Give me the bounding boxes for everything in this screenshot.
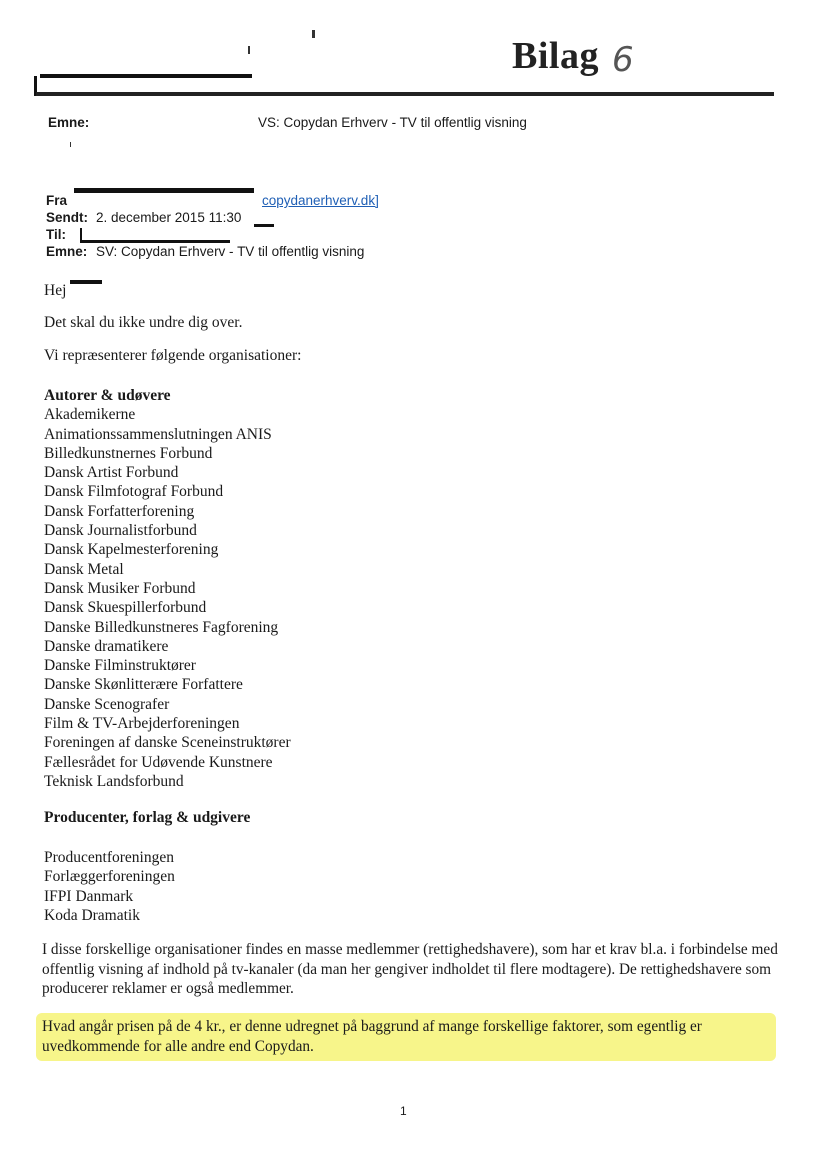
list-item: Dansk Musiker Forbund	[44, 579, 196, 597]
section-title-producers: Producenter, forlag & udgivere	[44, 809, 251, 826]
inner-subject-value: SV: Copydan Erhverv - TV til offentlig visning	[96, 244, 365, 259]
list-item: Dansk Metal	[44, 560, 124, 578]
to-redaction-bracket	[80, 228, 82, 242]
scan-speck	[70, 142, 71, 147]
header-rule	[36, 92, 774, 96]
list-item: Animationssammenslutningen ANIS	[44, 425, 272, 443]
intro-line-1: Det skal du ikke undre dig over.	[44, 314, 243, 331]
greeting: Hej	[44, 282, 67, 299]
greeting-redaction	[70, 280, 102, 284]
outer-subject-value: VS: Copydan Erhverv - TV til offentlig visning	[258, 115, 527, 130]
list-item: Dansk Filmfotograf Forbund	[44, 483, 224, 501]
paragraph-price: Hvad angår prisen på de 4 kr., er denne udregnet på baggrund af mange forskellige faktorer, som egentlig er uvedkommende for alle andre end Copydan.	[42, 1018, 702, 1055]
list-item: Dansk Artist Forbund	[44, 464, 179, 482]
list-item: Koda Dramatik	[44, 906, 140, 924]
to-label: Til:	[46, 227, 66, 242]
page-number: 1	[400, 1104, 407, 1118]
bilag-stamp-label: Bilag	[512, 35, 599, 77]
list-item: Dansk Skuespillerforbund	[44, 599, 207, 617]
redaction-bar	[40, 74, 252, 78]
list-item: Danske Scenografer	[44, 695, 170, 713]
from-label: Fra	[46, 193, 68, 208]
list-item: Akademikerne	[44, 406, 136, 424]
intro-line-2: Vi repræsenterer følgende organisationer:	[44, 347, 302, 364]
section-title-authors: Autorer & udøvere	[44, 387, 171, 404]
inner-subject-label: Emne:	[46, 244, 88, 259]
list-item: Danske Skønlitterære Forfattere	[44, 676, 243, 694]
list-item: Forlæggerforeningen	[44, 868, 175, 886]
list-item: Danske Billedkunstneres Fagforening	[44, 618, 279, 636]
from-redaction	[74, 188, 254, 193]
list-item: IFPI Danmark	[44, 887, 134, 905]
list-item: Film & TV-Arbejderforeningen	[44, 715, 240, 733]
producers-list	[44, 848, 175, 925]
paragraph-members: I disse forskellige organisationer findes en masse medlemmer (rettighedshavere), som har et krav bl.a. i forbindelse med offentlig visning af indhold på tv-kanaler (da man her gengiver indholdet til flere modtagere). De rettighedshavere som producerer reklamer er også medlemmer.	[42, 941, 778, 997]
list-item: Teknisk Landsforbund	[44, 772, 184, 790]
from-email-link[interactable]: copydanerhverv.dk]	[262, 193, 379, 208]
list-item: Danske dramatikere	[44, 637, 169, 655]
outer-subject-label: Emne:	[48, 115, 90, 130]
scan-speck	[312, 30, 315, 38]
list-item: Producentforeningen	[44, 849, 174, 866]
sent-value: 2. december 2015 11:30	[96, 210, 242, 225]
list-item: Billedkunstnernes Forbund	[44, 444, 213, 462]
list-item: Fællesrådet for Udøvende Kunstnere	[44, 753, 273, 771]
list-item: Dansk Forfatterforening	[44, 502, 195, 520]
list-item: Foreningen af danske Sceneinstruktører	[44, 734, 291, 752]
scan-speck	[248, 46, 250, 54]
sent-label: Sendt:	[46, 210, 88, 225]
list-item: Dansk Journalistforbund	[44, 522, 197, 540]
sent-redaction-tick	[254, 224, 274, 227]
bilag-stamp-number: 6	[612, 40, 634, 80]
list-item: Dansk Kapelmesterforening	[44, 541, 219, 559]
authors-performers-list	[44, 386, 291, 791]
list-item: Danske Filminstruktører	[44, 657, 196, 675]
